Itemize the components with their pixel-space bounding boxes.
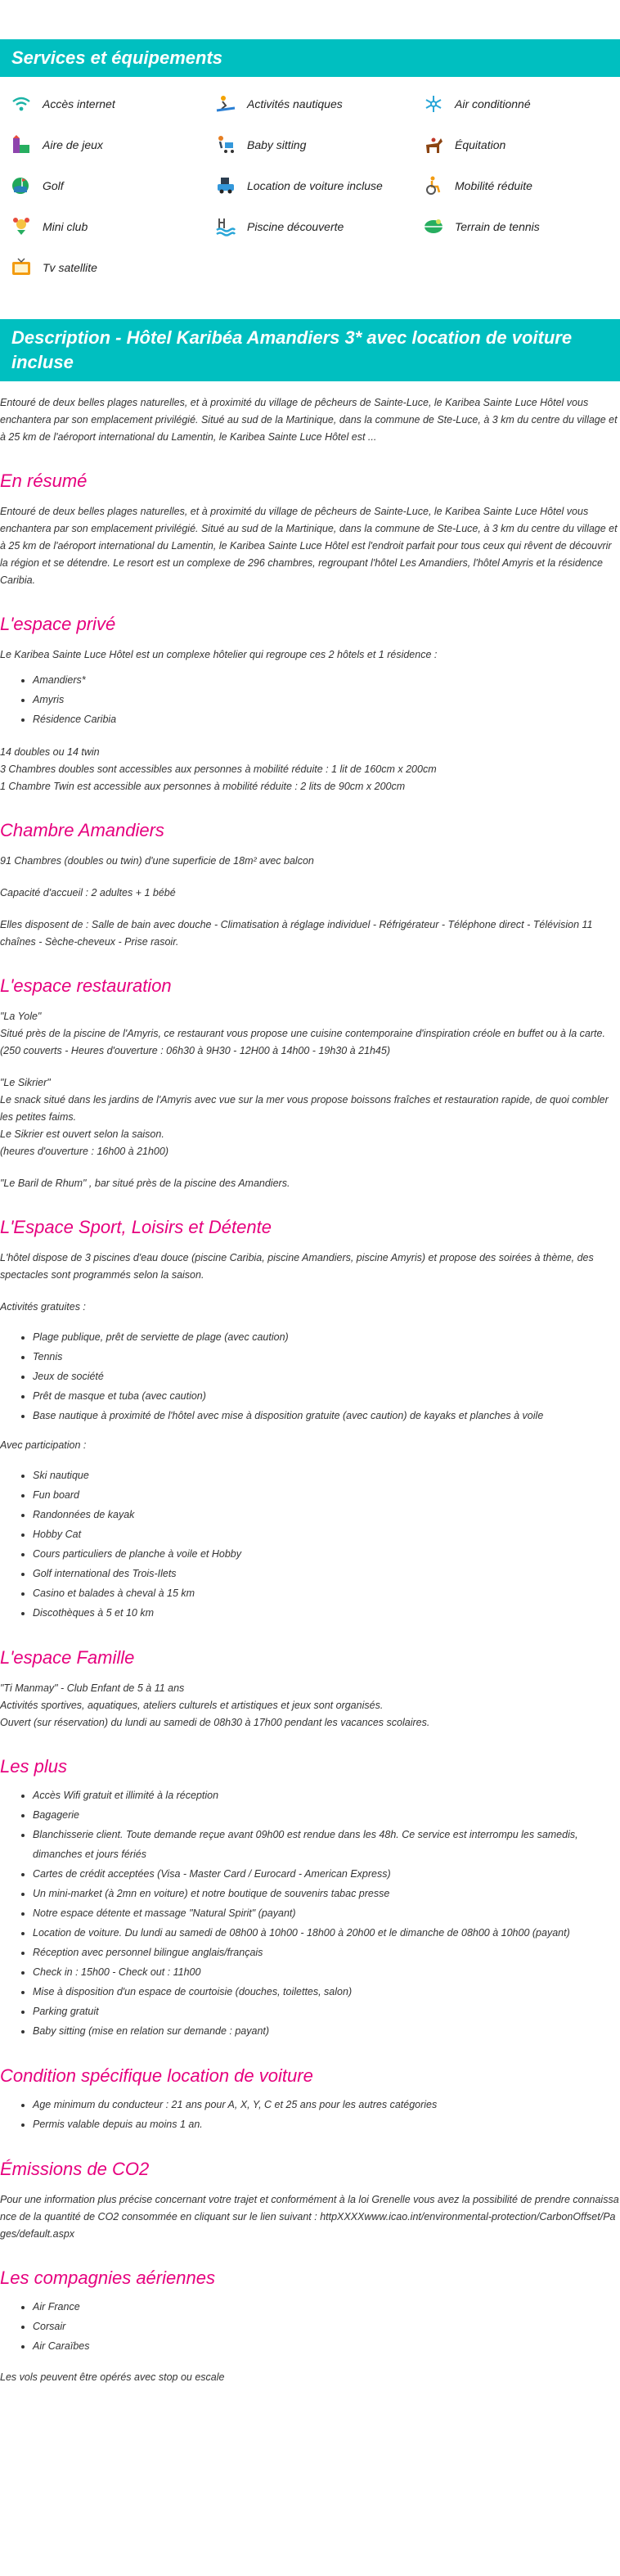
sport-text: L'hôtel dispose de 3 piscines d'eau douce (piscine Caribia, piscine Amandiers, piscine Amyris) et propose des soirées à thème, des spectacles sont programmés selon la saison.: [0, 1252, 594, 1281]
compagnies-note: Les vols peuvent être opérés avec stop ou escale: [0, 2371, 225, 2383]
pool-icon: [214, 216, 237, 237]
famille-line: "Ti Manmay" - Club Enfant de 5 à 11 ans: [0, 1682, 185, 1694]
free-list: [0, 1327, 620, 1425]
service-label: Mobilité réduite: [455, 179, 532, 192]
service-label: Tv satellite: [43, 261, 97, 274]
service-label: Activités nautiques: [247, 97, 343, 110]
restaurant-hours: (250 couverts - Heures d'ouverture : 06h30 à 9H30 - 12H00 à 14h00 - 19h30 à 21h45): [0, 1045, 391, 1056]
service-label: Golf: [43, 179, 64, 192]
horse-icon: [422, 134, 445, 155]
restaurant-desc: Le snack situé dans les jardins de l'Amyris avec vue sur la mer vous propose boissons fraîches et restauration rapide, de quoi combler les petites faims.: [0, 1094, 609, 1123]
section-title-restauration: L'espace restauration: [0, 975, 172, 996]
service-label: Piscine découverte: [247, 220, 344, 233]
restaurant-open: Le Sikrier est ouvert selon la saison.: [0, 1128, 164, 1140]
list-item: • Corsair: [33, 2317, 620, 2336]
restaurant-hours: (heures d'ouverture : 16h00 à 21h00): [0, 1146, 168, 1157]
list-item: • Fun board: [33, 1485, 620, 1505]
list-item: • Baby sitting (mise en relation sur demande : payant): [33, 2021, 620, 2041]
section-title-sport: L'Espace Sport, Loisirs et Détente: [0, 1217, 272, 1237]
tennis-icon: [422, 216, 445, 237]
service-label: Baby sitting: [247, 138, 307, 151]
co2-text: Pour une information plus précise concernant votre trajet et conformément à la loi Grenelle vous avez la possibilité de prendre connaissance de la quantité de CO2 consommée en cliquant sur le lien suivant : httpXXXXwww.icao.int/environmental-protection/CarbonOffset/Pages/default.aspx: [0, 2194, 619, 2240]
service-label: Mini club: [43, 220, 88, 233]
section-title-co2: Émissions de CO2: [0, 2159, 150, 2179]
famille-line: Activités sportives, aquatiques, ateliers culturels et artistiques et jeux sont organisés.: [0, 1700, 384, 1711]
list-item: • Base nautique à proximité de l'hôtel avec mise à disposition gratuite (avec caution) de kayaks et planches à voile: [33, 1406, 620, 1425]
prive-rooms: [0, 744, 620, 795]
list-item: • Plage publique, prêt de serviette de plage (avec caution): [33, 1327, 620, 1347]
prive-line: 14 doubles ou 14 twin: [0, 746, 100, 758]
services-grid: [0, 77, 620, 278]
service-item: [10, 216, 214, 237]
service-item: [422, 175, 620, 196]
chambre-text: 91 Chambres (doubles ou twin) d'une superficie de 18m² avec balcon: [0, 855, 314, 867]
list-item: • Cartes de crédit acceptées (Visa - Master Card / Eurocard - American Express): [33, 1864, 620, 1884]
services-title: Services et équipements: [0, 39, 620, 77]
section-title-resume: En résumé: [0, 471, 88, 491]
service-item: [214, 175, 422, 196]
prive-text: Le Karibea Sainte Luce Hôtel est un complexe hôtelier qui regroupe ces 2 hôtels et 1 résidence :: [0, 649, 438, 660]
resume-text: Entouré de deux belles plages naturelles, et à proximité du village de pêcheurs de Sainte-Luce, le Karibea Sainte Luce Hôtel vous enchantera par son emplacement privilégié. Situé au sud de la Martinique, dans la commune de Ste-Luce, à 3 km du centre du village et à 25 km de l'aéroport international du Lamentin, le Karibea Sainte Luce Hôtel est l'endroit parfait pour tous ceux qui rêvent de découvrir la région et se détendre. Le resort est un complexe de 296 chambres, regroupant l'hôtel Les Amandiers, l'hôtel Amyris et la résidence Caribia.: [0, 506, 618, 586]
kids-icon: [10, 216, 33, 237]
prive-line: 1 Chambre Twin est accessible aux personnes à mobilité réduite : 2 lits de 90cm x 200cm: [0, 781, 406, 792]
list-item: • Location de voiture. Du lundi au samedi de 08h00 à 10h00 - 18h00 à 20h00 et le dimanche de 08h00 à 10h00 (payant): [33, 1923, 620, 1943]
service-item: [10, 175, 214, 196]
wifi-icon: [10, 93, 33, 115]
list-item: • Cours particuliers de planche à voile et Hobby: [33, 1544, 620, 1564]
list-item: • Golf international des Trois-Ilets: [33, 1564, 620, 1583]
list-item: • Blanchisserie client. Toute demande reçue avant 09h00 est rendue dans les 48h. Ce service est interrompu les samedis, dimanches et jours fériés: [33, 1825, 620, 1864]
restaurant-name: "La Yole": [0, 1011, 42, 1022]
restaurant-sikrier: [0, 1074, 620, 1160]
list-item: • Discothèques à 5 et 10 km: [33, 1603, 620, 1623]
service-item: [422, 93, 620, 115]
restaurant-name: "Le Sikrier": [0, 1077, 51, 1088]
service-label: Accès internet: [43, 97, 115, 110]
stroller-icon: [214, 134, 237, 155]
section-title-chambre: Chambre Amandiers: [0, 820, 164, 840]
list-item: • Jeux de société: [33, 1367, 620, 1386]
list-item: • Hobby Cat: [33, 1524, 620, 1544]
list-item: • Amyris: [33, 690, 620, 709]
service-label: Aire de jeux: [43, 138, 103, 151]
list-item: • Résidence Caribia: [33, 709, 620, 729]
list-item: • Air Caraïbes: [33, 2336, 620, 2356]
list-item: • Un mini-market (à 2mn en voiture) et notre boutique de souvenirs tabac presse: [33, 1884, 620, 1903]
compagnies-list: [0, 2297, 620, 2356]
playground-icon: [10, 134, 33, 155]
list-item: • Bagagerie: [33, 1805, 620, 1825]
service-item: [10, 257, 214, 278]
list-item: • Air France: [33, 2297, 620, 2317]
paid-label: Avec participation :: [0, 1439, 87, 1451]
description-content: [0, 394, 620, 2386]
tv-icon: [10, 257, 33, 278]
section-title-famille: L'espace Famille: [0, 1647, 135, 1668]
description-title: Description - Hôtel Karibéa Amandiers 3* avec location de voiture incluse: [0, 319, 620, 381]
car-icon: [214, 175, 237, 196]
section-title-condition: Condition spécifique location de voiture: [0, 2065, 313, 2086]
surf-icon: [214, 93, 237, 115]
snowflake-icon: [422, 93, 445, 115]
section-title-compagnies: Les compagnies aériennes: [0, 2268, 215, 2288]
free-label: Activités gratuites :: [0, 1301, 86, 1313]
list-item: • Accès Wifi gratuit et illimité à la réception: [33, 1786, 620, 1805]
service-item: [214, 93, 422, 115]
list-item: • Notre espace détente et massage "Natural Spirit" (payant): [33, 1903, 620, 1923]
service-item: [214, 134, 422, 155]
plus-list: [0, 1786, 620, 2041]
list-item: • Prêt de masque et tuba (avec caution): [33, 1386, 620, 1406]
restaurant-desc: Situé près de la piscine de l'Amyris, ce restaurant vous propose une cuisine contemporaine d'inspiration créole en buffet ou à la carte.: [0, 1028, 605, 1039]
chambre-text: Capacité d'accueil : 2 adultes + 1 bébé: [0, 887, 176, 898]
service-label: Terrain de tennis: [455, 220, 540, 233]
list-item: • Randonnées de kayak: [33, 1505, 620, 1524]
prive-list: [0, 670, 620, 729]
service-item: [214, 216, 422, 237]
restaurant-baril: "Le Baril de Rhum" , bar situé près de la piscine des Amandiers.: [0, 1178, 290, 1189]
service-item: [422, 134, 620, 155]
paid-list: [0, 1466, 620, 1623]
golf-icon: [10, 175, 33, 196]
service-label: Location de voiture incluse: [247, 179, 383, 192]
service-label: Équitation: [455, 138, 506, 151]
restaurant-yole: [0, 1008, 620, 1060]
prive-line: 3 Chambres doubles sont accessibles aux personnes à mobilité réduite : 1 lit de 160cm x 200cm: [0, 763, 437, 775]
intro-text: Entouré de deux belles plages naturelles, et à proximité du village de pêcheurs de Sainte-Luce, le Karibea Sainte Luce Hôtel vous enchantera par son emplacement privilégié. Situé au sud de la Martinique, dans la commune de Ste-Luce, à 3 km du centre du village et à 25 km de l'aéroport international du Lamentin, le Karibea Sainte Luce Hôtel est ...: [0, 397, 618, 443]
list-item: • Parking gratuit: [33, 2002, 620, 2021]
list-item: • Réception avec personnel bilingue anglais/français: [33, 1943, 620, 1962]
chambre-text: Elles disposent de : Salle de bain avec douche - Climatisation à réglage individuel - Réfrigérateur - Téléphone direct - Télévision 11 chaînes - Sèche-cheveux - Prise rasoir.: [0, 919, 593, 948]
list-item: • Amandiers*: [33, 670, 620, 690]
condition-list: [0, 2095, 620, 2134]
section-title-plus: Les plus: [0, 1756, 67, 1777]
list-item: • Mise à disposition d'un espace de courtoisie (douches, toilettes, salon): [33, 1982, 620, 2002]
wheelchair-icon: [422, 175, 445, 196]
list-item: • Tennis: [33, 1347, 620, 1367]
section-title-prive: L'espace privé: [0, 614, 116, 634]
list-item: • Permis valable depuis au moins 1 an.: [33, 2114, 620, 2134]
famille-line: Ouvert (sur réservation) du lundi au samedi de 08h30 à 17h00 pendant les vacances scolaires.: [0, 1717, 430, 1728]
service-item: [422, 216, 620, 237]
list-item: • Check in : 15h00 - Check out : 11h00: [33, 1962, 620, 1982]
famille-text: [0, 1680, 620, 1732]
list-item: • Ski nautique: [33, 1466, 620, 1485]
service-item: [10, 134, 214, 155]
service-item: [10, 93, 214, 115]
list-item: • Casino et balades à cheval à 15 km: [33, 1583, 620, 1603]
service-label: Air conditionné: [455, 97, 531, 110]
list-item: • Age minimum du conducteur : 21 ans pour A, X, Y, C et 25 ans pour les autres catégories: [33, 2095, 620, 2114]
